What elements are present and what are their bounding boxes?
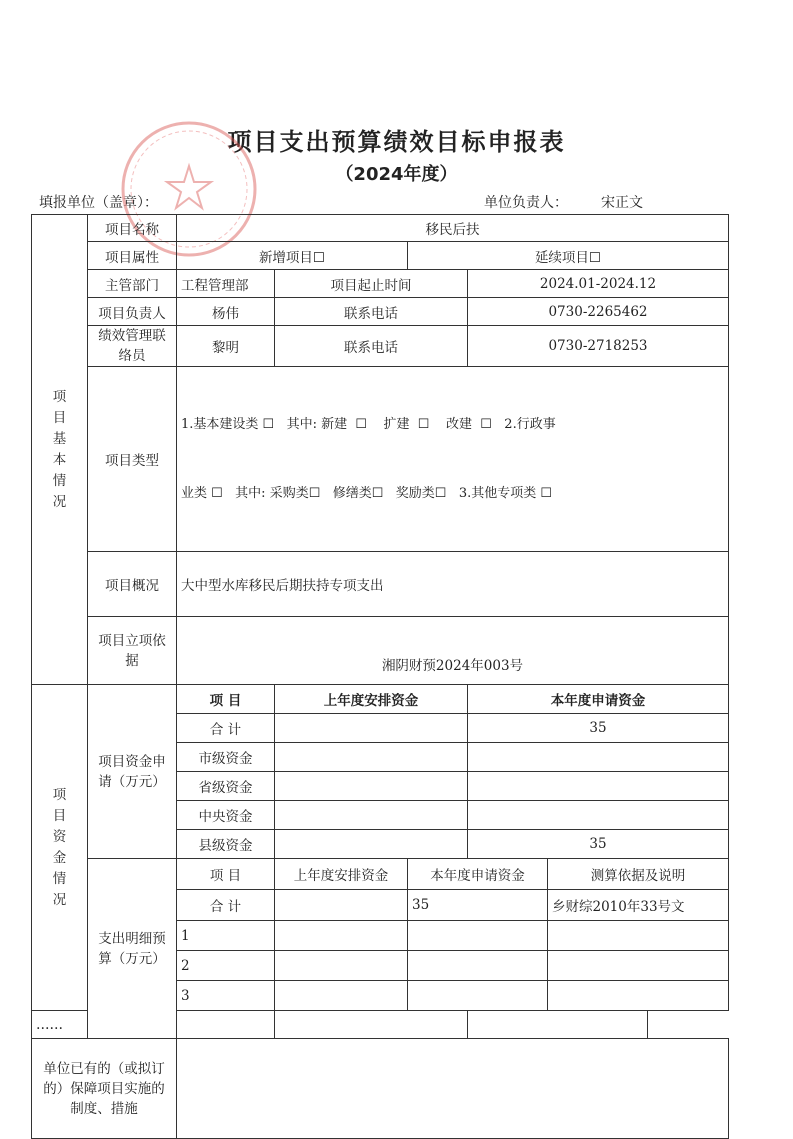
detail-row-basis	[548, 921, 729, 951]
fund-col-last: 上年度安排资金	[275, 685, 468, 714]
section-funds	[32, 685, 88, 1011]
detail-row-label: 2	[177, 951, 275, 981]
fund-row-this	[468, 743, 729, 772]
attr-new-checkbox: 新增项目☐	[177, 242, 408, 270]
unit-head-name: 宋正文	[601, 195, 643, 211]
page-title: 项目支出预算绩效目标申报表	[227, 128, 566, 156]
project-name-label: 项目名称	[88, 215, 177, 242]
fund-col-this: 本年度申请资金	[468, 685, 729, 714]
detail-row-this	[275, 1011, 468, 1039]
detail-row-last	[275, 981, 408, 1011]
fund-row-last	[275, 714, 468, 743]
detail-row-this: 35	[408, 890, 548, 921]
type-options	[177, 367, 729, 552]
period-value: 2024.01-2024.12	[468, 270, 729, 298]
fund-row-label: 合 计	[177, 714, 275, 743]
fund-apply-label: 项目资金申请（万元）	[88, 685, 177, 859]
detail-col-item: 项 目	[177, 859, 275, 890]
detail-col-basis: 测算依据及说明	[548, 859, 729, 890]
phone-value-2: 0730-2718253	[468, 326, 729, 367]
type-options-line-1: 1.基本建设类 ☐ 其中: 新建 ☐ 扩建 ☐ 改建 ☐ 2.行政事	[181, 417, 556, 432]
detail-row-last	[275, 921, 408, 951]
section-basic-text: 项目基本情况	[52, 388, 67, 510]
detail-row-basis	[548, 951, 729, 981]
section-basic-info	[32, 215, 88, 685]
project-name-value: 移民后扶	[177, 215, 729, 242]
detail-col-this: 本年度申请资金	[408, 859, 548, 890]
type-label: 项目类型	[88, 367, 177, 552]
unit-head-label: 单位负责人：	[484, 195, 568, 211]
section-funds-text: 项目资金情况	[52, 786, 67, 908]
detail-row-last	[275, 951, 408, 981]
basis-label: 项目立项依据	[88, 617, 177, 685]
detail-row-this	[408, 921, 548, 951]
detail-row-basis	[468, 1011, 648, 1039]
liaison-value: 黎明	[177, 326, 275, 367]
detail-row-label: 1	[177, 921, 275, 951]
phone-label-1: 联系电话	[275, 298, 468, 326]
detail-row-label: ……	[32, 1011, 88, 1039]
detail-row-label: 3	[177, 981, 275, 1011]
fund-row-last	[275, 801, 468, 830]
fund-row-this	[468, 801, 729, 830]
phone-value-1: 0730-2265462	[468, 298, 729, 326]
detail-row-last	[275, 890, 408, 921]
overview-value: 大中型水库移民后期扶持专项支出	[177, 552, 729, 617]
page-subtitle-year: （2024年度）	[335, 164, 458, 185]
fund-col-item: 项 目	[177, 685, 275, 714]
fund-row-last	[275, 772, 468, 801]
lead-value: 杨伟	[177, 298, 275, 326]
detail-row-basis	[548, 981, 729, 1011]
fund-row-last	[275, 743, 468, 772]
fund-row-this: 35	[468, 830, 729, 859]
dept-label: 主管部门	[88, 270, 177, 298]
attr-continue-checkbox: 延续项目☐	[408, 242, 729, 270]
detail-row-label: 合 计	[177, 890, 275, 921]
fund-row-label: 县级资金	[177, 830, 275, 859]
measures-label: 单位已有的（或拟订的）保障项目实施的制度、措施	[32, 1039, 177, 1139]
fund-row-last	[275, 830, 468, 859]
detail-row-this	[408, 951, 548, 981]
type-options-line-2: 业类 ☐ 其中: 采购类☐ 修缮类☐ 奖励类☐ 3.其他专项类 ☐	[181, 486, 553, 501]
fund-row-label: 市级资金	[177, 743, 275, 772]
declaration-table	[31, 214, 729, 1139]
fund-row-this	[468, 772, 729, 801]
period-label: 项目起止时间	[275, 270, 468, 298]
dept-value: 工程管理部	[177, 270, 275, 298]
detail-row-this	[408, 981, 548, 1011]
project-attr-label: 项目属性	[88, 242, 177, 270]
filler-unit-label: 填报单位（盖章）：	[39, 195, 158, 211]
liaison-label: 绩效管理联络员	[88, 326, 177, 367]
basis-value: 湘阴财预2024年003号	[177, 617, 729, 685]
fund-row-label: 省级资金	[177, 772, 275, 801]
phone-label-2: 联系电话	[275, 326, 468, 367]
measures-value	[177, 1039, 729, 1139]
overview-label: 项目概况	[88, 552, 177, 617]
lead-label: 项目负责人	[88, 298, 177, 326]
detail-budget-label: 支出明细预算（万元）	[88, 859, 177, 1039]
detail-row-last	[177, 1011, 275, 1039]
fund-row-this: 35	[468, 714, 729, 743]
fund-row-label: 中央资金	[177, 801, 275, 830]
detail-row-basis: 乡财综2010年33号文	[548, 890, 729, 921]
detail-col-last: 上年度安排资金	[275, 859, 408, 890]
